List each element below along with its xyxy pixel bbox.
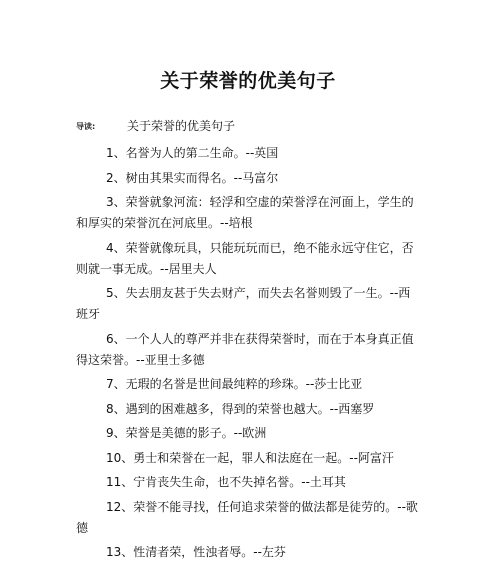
quote-item: 4、荣誉就像玩具，只能玩玩而已，绝不能永远守住它，否则就一事无成。--居里夫人 bbox=[76, 240, 414, 276]
quote-item: 10、勇士和荣誉在一起，罪人和法庭在一起。--阿富汗 bbox=[106, 450, 394, 465]
quote-item: 8、遇到的困难越多，得到的荣誉也越大。--西塞罗 bbox=[106, 401, 375, 416]
quote-item: 12、荣誉不能寻找，任何追求荣誉的做法都是徒劳的。--歌德 bbox=[76, 499, 418, 535]
quote-item: 5、失去朋友甚于失去财产，而失去名誉则毁了一生。--西班牙 bbox=[76, 286, 411, 321]
intro-text: 关于荣誉的优美句子 bbox=[127, 119, 236, 133]
intro-row bbox=[76, 117, 476, 135]
quote-item: 9、荣誉是美德的影子。--欧洲 bbox=[106, 426, 267, 440]
quote-item: 3、荣誉就象河流：轻浮和空虚的荣誉浮在河面上，学生的和厚实的荣誉沉在河底里。--培根 bbox=[76, 195, 414, 230]
quote-item: 7、无瑕的名誉是世间最纯粹的珍珠。--莎士比亚 bbox=[106, 377, 363, 391]
quote-list bbox=[76, 143, 421, 561]
quote-item: 11、宁肯丧失生命，也不失掉名誉。--土耳其 bbox=[106, 475, 346, 489]
quote-item: 13、性清者荣，性浊者辱。--左芬 bbox=[106, 545, 286, 559]
intro-label: 导读: bbox=[76, 122, 96, 131]
quote-item: 2、树由其果实而得名。--马富尔 bbox=[106, 170, 279, 185]
quote-item: 1、名誉为人的第二生命。--英国 bbox=[106, 146, 279, 160]
document-title: 关于荣誉的优美句子 bbox=[160, 70, 336, 92]
quote-item: 6、一个人人的尊严并非在获得荣誉时，而在于本身真正值得这荣誉。--亚里士多德 bbox=[76, 331, 414, 367]
